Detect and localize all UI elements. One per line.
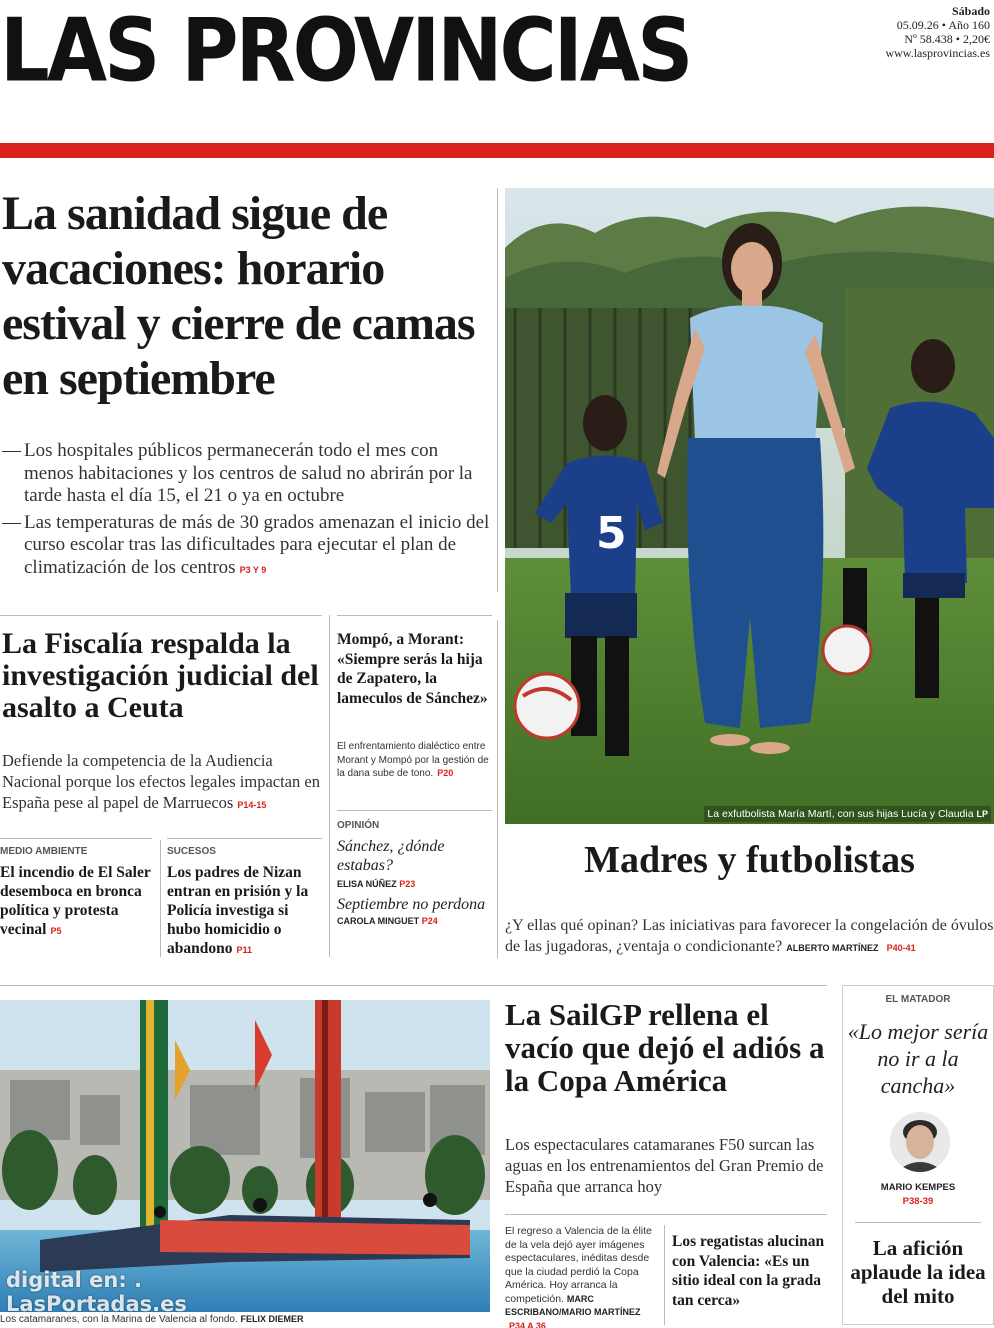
fiscalia-page-ref: P14-15 [237, 800, 267, 810]
brief-medio-ambiente[interactable] [0, 846, 152, 941]
row-rule [337, 810, 492, 811]
matador-quote: «Lo mejor sería no ir a la cancha» [847, 1019, 989, 1098]
feature-byline: ALBERTO MARTÍNEZ [786, 943, 879, 953]
sailgp-photo-illustration [0, 1000, 490, 1312]
brief-headline-text: Los padres de Nizan entran en prisión y la Policía investiga si hubo homicidio o abandono [167, 864, 309, 957]
opinion-title[interactable]: Septiembre no perdona [337, 896, 486, 913]
feature-photo-illustration [505, 188, 994, 824]
lead-bullet-text: Los hospitales públicos permanecerán todo el mes con menos habitaciones y los centros de salud no abrirán por la tarde hasta el día 15, el 21 o ya en octubre [24, 440, 473, 506]
brief-headline [0, 863, 152, 941]
feature-caption-credit: LP [976, 809, 988, 819]
feature-caption [704, 806, 991, 822]
opinion-author: CAROLA MINGUET [337, 916, 420, 926]
opinion-author: ELISA NÚÑEZ [337, 879, 397, 889]
edition-website[interactable]: www.lasprovincias.es [885, 46, 990, 60]
opinion-author-line [337, 879, 492, 889]
lead-bullet [2, 440, 492, 508]
feature-photo[interactable] [505, 188, 994, 824]
row-rule [505, 1214, 827, 1215]
matador-box[interactable] [842, 985, 994, 1325]
row-rule [0, 985, 827, 986]
edition-day: Sábado [951, 4, 990, 18]
fiscalia-headline[interactable]: La Fiscalía respalda la investigación judicial del asalto a Ceuta [2, 627, 319, 724]
opinion-title[interactable]: Sánchez, ¿dónde estabas? [337, 838, 445, 874]
row-rule [0, 615, 322, 616]
opinion-section: OPINIÓN [337, 820, 380, 831]
watermark-line1: digital en: . [6, 1268, 143, 1292]
sailgp-side-headline[interactable]: Los regatistas alucinan con Valencia: «Es un sitio ideal con la grada tan cerca» [672, 1233, 825, 1309]
matador-headline: La afición aplaude la idea del mito [850, 1236, 986, 1308]
feature-caption-text: La exfutbolista María Martí, con sus hijas Lucía y Claudia [707, 808, 974, 820]
row-rule [0, 838, 152, 839]
matador-name: MARIO KEMPES [880, 1182, 956, 1193]
brief-page-ref: P11 [236, 945, 253, 955]
brief-section: SUCESOS [167, 846, 216, 857]
lead-bullets [2, 440, 492, 585]
sailgp-body-text: El regreso a Valencia de la élite de la vela dejó ayer imágenes espectaculares, inéditas desde que la ciudad perdió la Copa América. Hoy arranca la competición. [505, 1225, 652, 1305]
fiscalia-deck [2, 750, 322, 816]
sailgp-headline[interactable]: La SailGP rellena el vacío que dejó el adiós a la Copa América [505, 997, 825, 1098]
column-rule [664, 1225, 665, 1325]
person-icon [890, 1112, 950, 1172]
lead-headline[interactable]: La sanidad sigue de vacaciones: horario estival y cierre de camas en septiembre [2, 187, 475, 405]
watermark-line2: LasPortadas.es [6, 1292, 187, 1316]
bullet-dash: — [2, 440, 21, 461]
feature-deck-text: ¿Y ellas qué opinan? Las iniciativas para favorecer la congelación de óvulos de las jugadoras, ¿ventaja o condicionante? [505, 917, 994, 955]
watermark [6, 1268, 187, 1316]
row-rule [337, 615, 492, 616]
edition-info [885, 4, 990, 60]
column-rule [329, 615, 330, 957]
masthead-title: LAS PROVINCIAS [0, 1, 691, 102]
edition-date: 05.09.26 • Año 160 [896, 18, 990, 32]
opinion-box [337, 820, 492, 926]
sailgp-photo-credit: FELIX DIEMER [240, 1314, 304, 1324]
sailgp-caption-text: Los catamaranes, con la Marina de Valencia al fondo. [0, 1314, 238, 1325]
column-rule [497, 188, 498, 592]
opinion-page-ref: P23 [399, 879, 416, 889]
sailgp-photo[interactable] [0, 1000, 490, 1312]
lead-page-ref: P3 Y 9 [239, 564, 267, 575]
sailgp-deck: Los espectaculares catamaranes F50 surcan las aguas en los entrenamientos del Gran Premio de España que arranca hoy [505, 1135, 824, 1196]
shirt-number: 5 [596, 508, 627, 559]
row-rule [167, 838, 322, 839]
brief-headline-text: El incendio de El Saler desemboca en bronca política y protesta vecinal [0, 864, 151, 938]
column-rule [160, 840, 161, 957]
row-rule [855, 1222, 981, 1223]
feature-headline[interactable]: Madres y futbolistas [584, 839, 915, 881]
matador-section: EL MATADOR [885, 994, 951, 1005]
feature-page-ref: P40-41 [886, 943, 916, 953]
lead-bullet-text [24, 512, 492, 582]
brief-headline [167, 863, 322, 960]
mompo-headline[interactable]: Mompó, a Morant: «Siempre serás la hija de Zapatero, la lameculos de Sánchez» [337, 631, 488, 707]
masthead-red-bar [0, 143, 994, 158]
opinion-author-line [337, 916, 492, 926]
fiscalia-deck-text: Defiende la competencia de la Audiencia Nacional porque los efectos legales impactan en España pese al papel de Marruecos [2, 751, 320, 812]
brief-section: MEDIO AMBIENTE [0, 846, 88, 857]
avatar [890, 1112, 950, 1172]
opinion-page-ref: P24 [421, 916, 438, 926]
sailgp-page-ref: P34 A 36 [509, 1320, 546, 1328]
sailgp-byline: MARC ESCRIBANO/MARIO MARTÍNEZ [505, 1293, 641, 1317]
edition-number-price: Nº 58.438 • 2,20€ [904, 32, 990, 46]
mompo-page-ref: P20 [437, 768, 454, 778]
lead-bullet [2, 512, 492, 582]
mompo-deck [337, 740, 492, 781]
bullet-dash: — [2, 511, 21, 533]
mompo-deck-text: El enfrentamiento dialéctico entre Morant y Mompó por la gestión de la dana sube de tono. [337, 741, 489, 779]
matador-page-ref: P38-39 [902, 1196, 934, 1207]
feature-deck [505, 915, 994, 959]
column-rule [497, 620, 498, 958]
brief-page-ref: P5 [50, 926, 62, 936]
sailgp-body [505, 1225, 658, 1328]
lead-bullet-body: Las temperaturas de más de 30 grados amenazan el inicio del curso escolar tras las dificultades para ejecutar el plan de climatización de los centros [24, 511, 490, 578]
brief-sucesos[interactable] [167, 846, 322, 960]
